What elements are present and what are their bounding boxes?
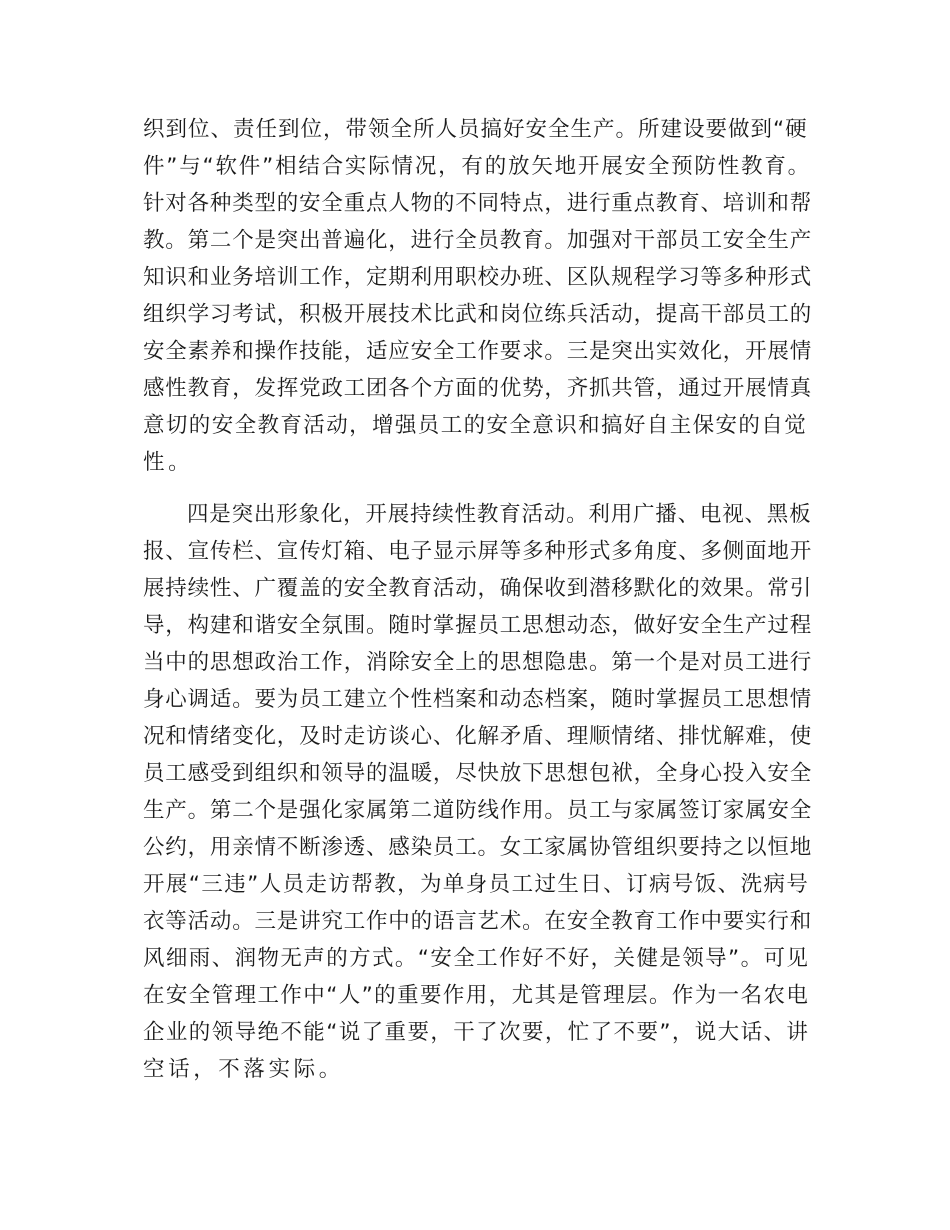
text-line: 四是突出形象化，开展持续性教育活动。利用广播、电视、黑板 [187, 502, 812, 527]
text-line: 空话，不落实际。 [143, 1057, 344, 1082]
text-line: 安全素养和操作技能，适应安全工作要求。三是突出实效化，开展情 [143, 339, 813, 364]
text-line: 感性教育，发挥党政工团各个方面的优势，齐抓共管，通过开展情真 [143, 376, 813, 401]
text-line: 性。 [143, 450, 194, 475]
text-line: 报、宣传栏、宣传灯箱、电子显示屏等多种形式多角度、多侧面地开 [143, 539, 813, 564]
text-line: 组织学习考试，积极开展技术比武和岗位练兵活动，提高干部员工的 [143, 302, 813, 327]
text-line: 公约，用亲情不断渗透、感染员工。女工家属协管组织要持之以恒地 [143, 835, 813, 860]
text-line: 展持续性、广覆盖的安全教育活动，确保收到潜移默化的效果。常引 [143, 576, 813, 601]
text-line: 意切的安全教育活动，增强员工的安全意识和搞好自主保安的自觉 [143, 413, 808, 438]
text-line: 况和情绪变化，及时走访谈心、化解矛盾、理顺情绪、排忧解难，使 [143, 724, 813, 749]
text-line: 当中的思想政治工作，消除安全上的思想隐患。第一个是对员工进行 [143, 650, 813, 675]
text-line: 企业的领导绝不能“说了重要，干了次要，忙了不要”，说大话、讲 [143, 1020, 810, 1045]
text-line: 风细雨、润物无声的方式。“安全工作好不好，关健是领导”。可见 [143, 946, 810, 971]
text-line: 身心调适。要为员工建立个性档案和动态档案，随时掌握员工思想情 [143, 687, 813, 712]
text-line: 衣等活动。三是讲究工作中的语言艺术。在安全教育工作中要实行和 [143, 909, 813, 934]
text-line: 教。第二个是突出普遍化，进行全员教育。加强对干部员工安全生产 [143, 228, 813, 253]
text-line: 员工感受到组织和领导的温暖，尽快放下思想包袱，全身心投入安全 [143, 761, 813, 786]
text-line: 生产。第二个是强化家属第二道防线作用。员工与家属签订家属安全 [143, 798, 813, 823]
text-line: 针对各种类型的安全重点人物的不同特点，进行重点教育、培训和帮 [143, 191, 813, 216]
text-line: 在安全管理工作中“人”的重要作用，尤其是管理层。作为一名农电 [143, 983, 810, 1008]
text-line: 件”与“软件”相结合实际情况，有的放矢地开展安全预防性教育。 [143, 154, 811, 179]
text-line: 导，构建和谐安全氛围。随时掌握员工思想动态，做好安全生产过程 [143, 613, 813, 638]
text-line: 织到位、责任到位，带领全所人员搞好安全生产。所建设要做到“硬 [143, 117, 808, 142]
text-line: 知识和业务培训工作，定期利用职校办班、区队规程学习等多种形式 [143, 265, 813, 290]
text-line: 开展“三违”人员走访帮教，为单身员工过生日、订病号饭、洗病号 [143, 872, 810, 897]
